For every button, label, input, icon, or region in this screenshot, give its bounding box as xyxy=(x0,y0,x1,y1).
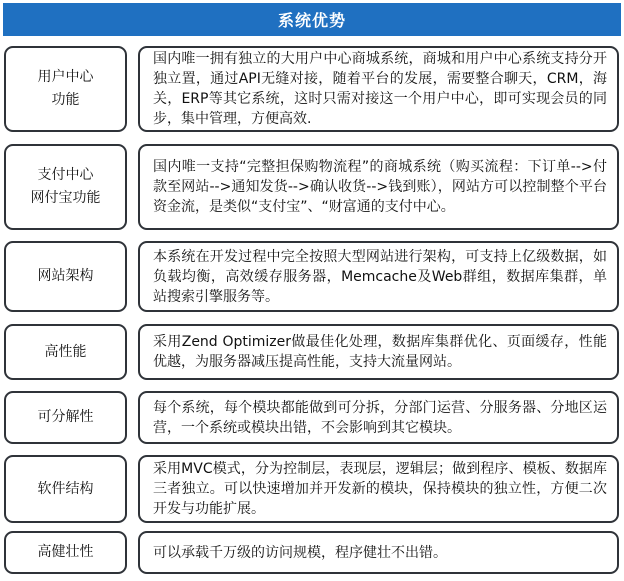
row-description-text: 采用Zend Optimizer做最佳化处理，数据库集群优化、页面缓存，性能优越，为服务器减压提高性能，支持大流量网站。 xyxy=(153,334,607,370)
row-label-line: 高性能 xyxy=(44,343,87,360)
row-description-high-performance xyxy=(138,324,619,380)
row-label-line: 高健壮性 xyxy=(37,544,94,560)
row-label-line: 用户中心 xyxy=(37,69,94,85)
row-description-text: 国内唯一拥有独立的大用户中心商城系统，商城和用户中心系统支持分开独立置，通过API无缝对接，随着平台的发展，需要整合聊天，CRM，海关，ERP等其它系统，这时只需对接这一个用户中心，即可实现会员的同步，集中管理，方便高效. xyxy=(153,51,607,127)
page-title: 系统优势 xyxy=(3,3,621,36)
row-description-payment-center xyxy=(138,144,619,230)
row-label-line: 网站架构 xyxy=(37,268,94,284)
row-label-site-architecture xyxy=(4,241,127,312)
row-description-robustness xyxy=(138,531,619,574)
row-description-decomposability xyxy=(138,391,619,444)
row-description-software-structure xyxy=(138,455,619,523)
row-label-user-center xyxy=(4,46,127,132)
row-label-payment-center xyxy=(4,144,127,230)
row-description-text: 国内唯一支持“完整担保购物流程”的商城系统（购买流程：下订单-->付款至网站-->通知发货-->确认收货-->钱到账），网站方可以控制整个平台资金流，是类似“支付宝”、“财富通的支付中心。 xyxy=(153,159,607,215)
row-label-line: 可分解性 xyxy=(37,409,94,425)
row-description-text: 每个系统，每个模块都能做到可分拆，分部门运营、分服务器、分地区运营，一个系统或模块出错，不会影响到其它模块。 xyxy=(153,399,607,436)
row-description-text: 可以承载千万级的访问规模，程序健壮不出错。 xyxy=(153,544,447,561)
row-description-user-center xyxy=(138,46,619,132)
row-label-robustness xyxy=(4,531,127,574)
row-label-line: 功能 xyxy=(51,92,80,108)
row-label-line: 支付中心 xyxy=(37,167,94,183)
row-label-software-structure xyxy=(4,455,127,523)
row-description-text: 采用MVC模式，分为控制层，表现层，逻辑层；做到程序、模板、数据库三者独立。可以快速增加并开发新的模块，保持模块的独立性，方便二次开发与功能扩展。 xyxy=(153,461,607,517)
row-label-line: 软件结构 xyxy=(37,480,94,497)
row-label-decomposability xyxy=(4,391,127,444)
row-description-text: 本系统在开发过程中完全按照大型网站进行架构，可支持上亿级数据，如负载均衡，高效缓存服务器，Memcache及Web群组，数据库集群，单站搜索引擎服务等。 xyxy=(153,248,607,305)
row-description-site-architecture xyxy=(138,241,619,312)
row-label-high-performance xyxy=(4,324,127,380)
row-label-line: 网付宝功能 xyxy=(30,190,101,206)
